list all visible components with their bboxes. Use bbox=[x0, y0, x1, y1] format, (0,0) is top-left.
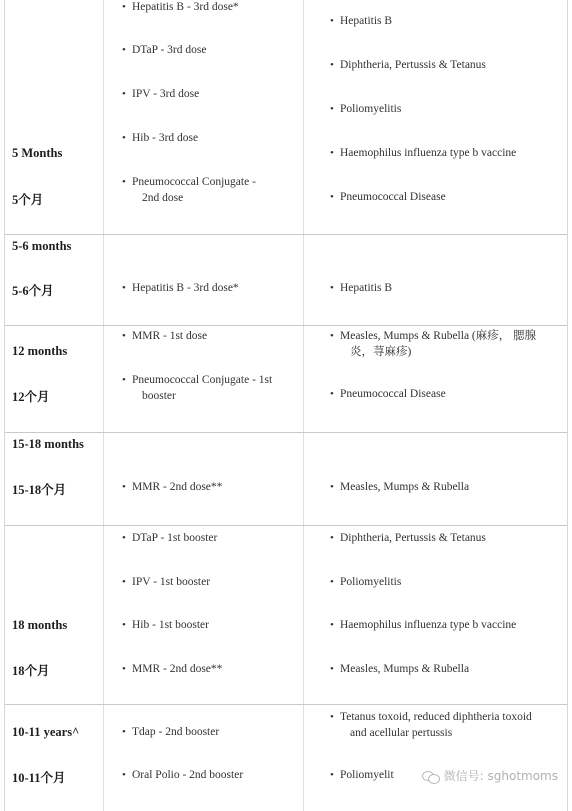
disease-item: • Tetanus toxoid, reduced diphtheria toxoid and acellular pertussis bbox=[340, 709, 532, 741]
age-label-en: 10-11 years^ bbox=[12, 725, 80, 739]
disease-item: • Measles, Mumps & Rubella bbox=[340, 661, 469, 677]
disease-item: • Poliomyelit bbox=[340, 767, 394, 783]
vaccine-cell bbox=[103, 433, 303, 525]
vaccine-item: • Pneumococcal Conjugate - 1st booster bbox=[132, 372, 272, 404]
table-row bbox=[5, 526, 567, 705]
vaccine-item: • DTaP - 1st booster bbox=[132, 530, 217, 546]
table-row bbox=[5, 0, 567, 235]
table-row bbox=[5, 326, 567, 433]
age-label-en: 5 Months bbox=[12, 146, 63, 160]
disease-cell bbox=[303, 526, 567, 704]
watermark-text: 微信号: sghotmoms bbox=[443, 769, 558, 783]
age-cell bbox=[5, 433, 103, 525]
age-label-en: 5-6 months bbox=[12, 239, 72, 253]
vaccine-item: • IPV - 3rd dose bbox=[132, 86, 199, 102]
disease-cell bbox=[303, 433, 567, 525]
vaccine-cell bbox=[103, 526, 303, 704]
disease-cell bbox=[303, 0, 567, 234]
vaccine-item: • Pneumococcal Conjugate - 2nd dose bbox=[132, 174, 256, 206]
vaccine-item: • MMR - 2nd dose** bbox=[132, 661, 222, 677]
disease-cell bbox=[303, 326, 567, 432]
immunisation-schedule-table bbox=[4, 0, 568, 811]
age-label-cn: 12个月 bbox=[12, 390, 50, 404]
vaccine-item: • MMR - 2nd dose** bbox=[132, 479, 222, 495]
disease-item: • Pneumococcal Disease bbox=[340, 386, 446, 402]
vaccine-item: • MMR - 1st dose bbox=[132, 328, 207, 344]
disease-item: • Hepatitis B bbox=[340, 280, 392, 296]
table-row bbox=[5, 705, 567, 811]
vaccine-cell bbox=[103, 235, 303, 325]
age-cell bbox=[5, 326, 103, 432]
disease-cell bbox=[303, 705, 567, 811]
disease-item: • Diphtheria, Pertussis & Tetanus bbox=[340, 530, 486, 546]
table-row bbox=[5, 235, 567, 326]
age-cell bbox=[5, 526, 103, 704]
age-cell bbox=[5, 235, 103, 325]
table-row bbox=[5, 433, 567, 526]
vaccine-item: • Hepatitis B - 3rd dose* bbox=[132, 280, 239, 296]
disease-item: • Hepatitis B bbox=[340, 13, 392, 29]
vaccine-cell bbox=[103, 326, 303, 432]
age-label-cn: 10-11个月 bbox=[12, 771, 66, 785]
vaccine-item: • DTaP - 3rd dose bbox=[132, 42, 206, 58]
disease-item: • Pneumococcal Disease bbox=[340, 189, 446, 205]
vaccine-item: • Tdap - 2nd booster bbox=[132, 724, 219, 740]
age-label-cn: 5个月 bbox=[12, 193, 44, 207]
age-label-cn: 5-6个月 bbox=[12, 284, 54, 298]
vaccine-cell bbox=[103, 705, 303, 811]
disease-item: • Poliomyelitis bbox=[340, 574, 401, 590]
age-label-cn: 18个月 bbox=[12, 664, 50, 678]
disease-item: • Measles, Mumps & Rubella bbox=[340, 479, 469, 495]
wechat-icon bbox=[422, 769, 440, 783]
age-label-en: 18 months bbox=[12, 618, 68, 632]
vaccine-item: • Oral Polio - 2nd booster bbox=[132, 767, 243, 783]
disease-cell bbox=[303, 235, 567, 325]
disease-item: • Poliomyelitis bbox=[340, 101, 401, 117]
vaccine-item: • Hib - 3rd dose bbox=[132, 130, 198, 146]
age-label-en: 15-18 months bbox=[12, 437, 84, 451]
vaccine-item: • Hib - 1st booster bbox=[132, 617, 209, 633]
disease-item: • Haemophilus influenza type b vaccine bbox=[340, 145, 516, 161]
disease-item: • Measles, Mumps & Rubella (麻疹， 腮腺 炎，荨麻疹) bbox=[340, 328, 536, 360]
age-cell bbox=[5, 0, 103, 234]
vaccine-item: • Hepatitis B - 3rd dose* bbox=[132, 0, 239, 15]
age-label-en: 12 months bbox=[12, 344, 68, 358]
vaccine-item: • IPV - 1st booster bbox=[132, 574, 210, 590]
vaccine-cell bbox=[103, 0, 303, 234]
age-cell bbox=[5, 705, 103, 811]
disease-item: • Diphtheria, Pertussis & Tetanus bbox=[340, 57, 486, 73]
watermark bbox=[422, 767, 558, 784]
age-label-cn: 15-18个月 bbox=[12, 483, 67, 497]
disease-item: • Haemophilus influenza type b vaccine bbox=[340, 617, 516, 633]
